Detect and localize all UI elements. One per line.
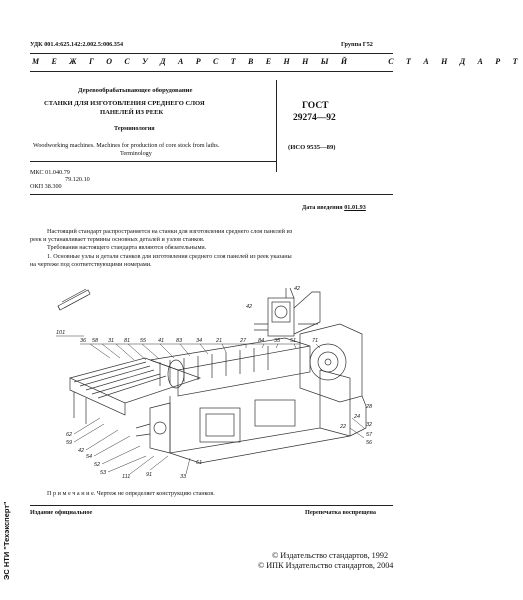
- reprint-prohibited: Перепечатка воспрещена: [305, 509, 376, 516]
- label-top-10: 27: [240, 338, 247, 344]
- copyright-1992: © Издательство стандартов, 1992: [272, 551, 389, 560]
- title-bottom-rule: [30, 161, 276, 162]
- paragraph-3-line1: 1. Основные узлы и детали станков для изготовления среднего слоя панелей из реек указаны: [47, 253, 292, 260]
- label-left-8: 91: [146, 472, 153, 478]
- label-top-2: 58: [92, 338, 99, 344]
- gost-number: 29274—92: [293, 113, 336, 123]
- label-top-12: 35: [274, 338, 281, 344]
- intro-date-label: Дата введения: [302, 204, 343, 211]
- side-stamp-text: ЭС НТИ "Техэксперт": [2, 501, 11, 580]
- label-top-5: 55: [140, 338, 147, 344]
- standard-title-line2: ПАНЕЛЕЙ ИЗ РЕЕК: [100, 109, 164, 116]
- udk-code: УДК 001.4:625.142:2.002.5:006.354: [30, 41, 124, 48]
- official-edition: Издание официальное: [30, 509, 93, 516]
- machine-body: [70, 324, 366, 463]
- category-title: Деревообрабатывающее оборудование: [78, 87, 193, 94]
- label-101: 101: [56, 330, 66, 336]
- label-top-7: 83: [176, 338, 183, 344]
- header-rule-top: [30, 53, 393, 54]
- label-right-2: 22: [340, 424, 347, 430]
- label-top-4: 81: [124, 338, 131, 344]
- paragraph-2: Требования настоящего стандарта являются обязательными.: [47, 244, 207, 251]
- label-right-7: 56: [366, 440, 373, 446]
- header-rule-bottom: [30, 71, 393, 72]
- intro-date: [302, 204, 366, 211]
- lath-detail: [58, 289, 90, 310]
- label-top-14: 71: [312, 338, 319, 344]
- classifier-rule: [30, 194, 393, 195]
- paragraph-1-line1: Настоящий стандарт распространяется на станки для изготовления среднего слоя панелей из: [47, 228, 293, 235]
- label-left-1: 62: [66, 432, 73, 438]
- drawing-note: П р и м е ч а н и е. Чертеж не определяет конструкцию станков.: [47, 490, 215, 497]
- label-left-6: 53: [100, 470, 107, 476]
- label-left-5: 52: [94, 462, 101, 468]
- label-left-2: 59: [66, 440, 73, 446]
- copyright-2004: © ИПК Издательство стандартов, 2004: [258, 561, 394, 570]
- footer-rule: [30, 505, 393, 506]
- english-title-line2: Terminology: [120, 150, 152, 157]
- label-top-6: 41: [158, 338, 165, 344]
- label-top-42: 42: [246, 304, 253, 310]
- paragraph-3-line2: на чертеже под соответствующими номерами.: [30, 261, 152, 268]
- label-left-4: 54: [86, 454, 93, 460]
- label-right-1: 61: [196, 460, 203, 466]
- label-right-3: 24: [354, 414, 361, 420]
- side-stamp: [2, 390, 14, 580]
- label-top-1: 36: [80, 338, 87, 344]
- gost-label: ГОСТ: [302, 101, 329, 111]
- label-top-9: 21: [216, 338, 223, 344]
- paragraph-1-line2: реек и устанавливает термины основных деталей и узлов станков.: [30, 236, 205, 243]
- label-top-42b: 42: [294, 286, 301, 292]
- mks-code-2: 79.120.10: [65, 176, 90, 183]
- label-top-8: 34: [196, 338, 203, 344]
- mks-code-1: МКС 01.040.79: [30, 169, 70, 176]
- label-left-3: 42: [78, 448, 85, 454]
- okp-code: ОКП 38.300: [30, 183, 62, 190]
- english-title-line1: Woodworking machines. Machines for production of core stock from laths.: [33, 142, 220, 149]
- label-left-9: 33: [180, 474, 187, 480]
- title-vertical-divider: [276, 80, 277, 172]
- machine-drawing: [50, 278, 380, 486]
- iso-reference: (ИСО 9535—89): [288, 144, 336, 151]
- interstate-standard-banner: М Е Ж Г О С У Д А Р С Т В Е Н Н Ы Й С Т А Н Д А Р Т: [32, 57, 523, 66]
- label-right-4: 28: [366, 404, 373, 410]
- label-top-13: 51: [290, 338, 297, 344]
- label-top-3: 31: [108, 338, 115, 344]
- label-right-5: 32: [366, 422, 373, 428]
- standard-title-line1: СТАНКИ ДЛЯ ИЗГОТОВЛЕНИЯ СРЕДНЕГО СЛОЯ: [44, 100, 205, 107]
- leader-lines: [74, 344, 364, 474]
- pressure-roller-detail: [254, 288, 320, 336]
- intro-date-value: 01.01.93: [344, 204, 366, 211]
- label-top-11: 84: [258, 338, 265, 344]
- standard-subtitle: Терминология: [114, 125, 155, 132]
- group-code: Группа Г52: [341, 41, 373, 48]
- label-right-6: 57: [366, 432, 373, 438]
- label-left-7: 111: [122, 474, 131, 480]
